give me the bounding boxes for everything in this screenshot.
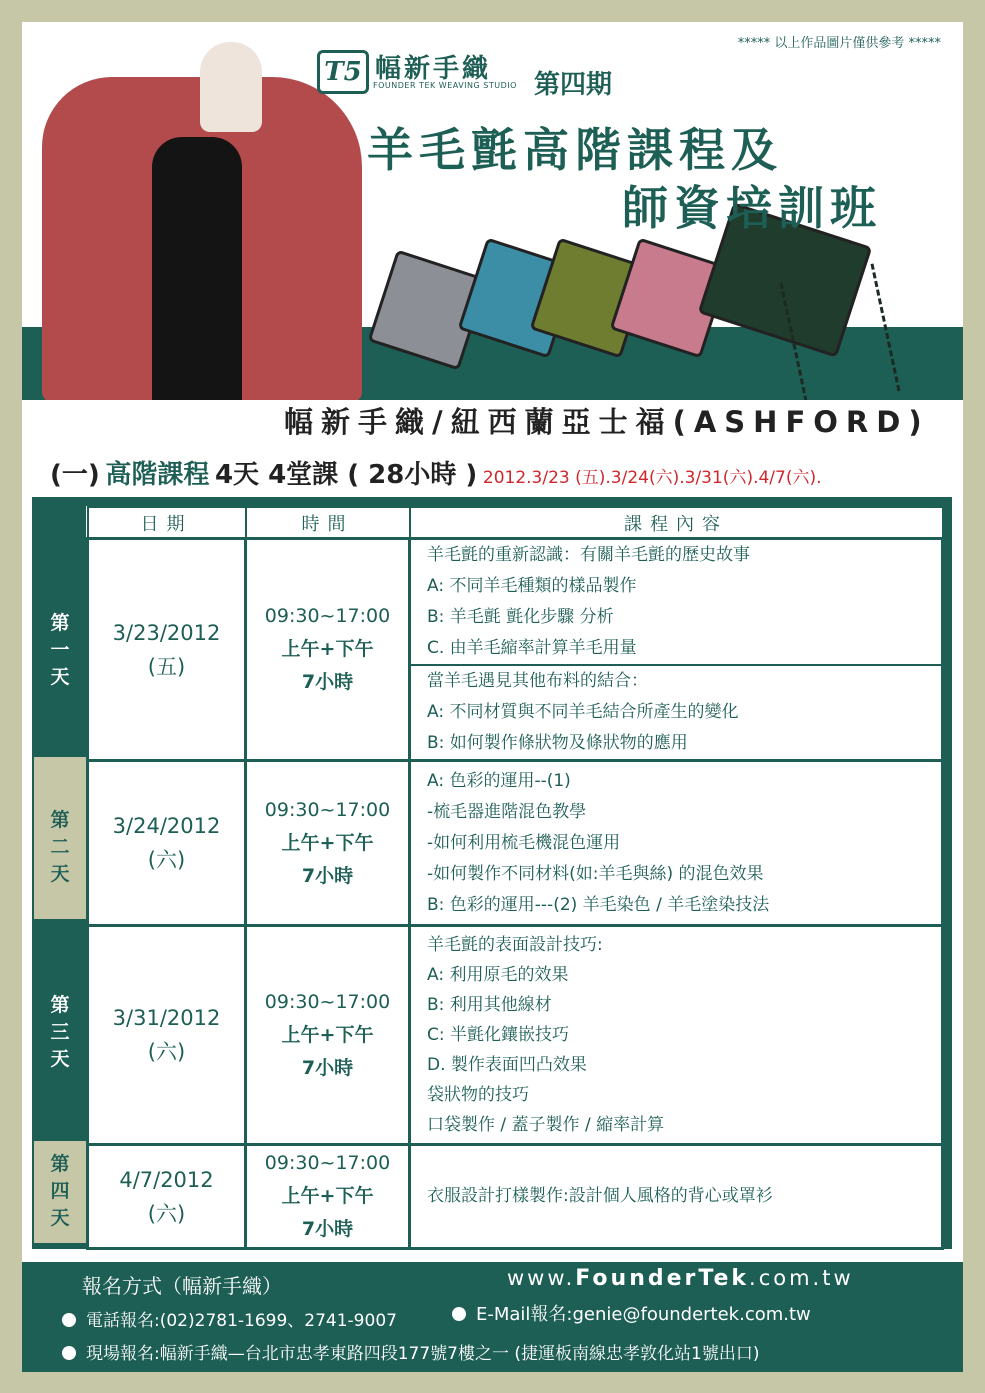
content-block: 羊毛氈的重新認識：有關羊毛氈的歷史故事 A: 不同羊毛種類的樣品製作 B: 羊毛氈 氈化步驟 分析 C. 由羊毛縮率計算羊毛用量 (427, 545, 750, 658)
time-cell: 09:30~17:00 上午+下午 7小時 (246, 539, 410, 761)
time-cell: 09:30~17:00 上午+下午 7小時 (246, 1145, 410, 1249)
page-title-line1: 羊毛氈高階課程及 (367, 123, 783, 177)
content-cell: A: 色彩的運用--(1) -梳毛器進階混色教學 -如何利用梳毛機混色運用 -如何製作不同材料(如:羊毛與絲) 的混色效果 B: 色彩的運用---(2) 羊毛染色 / 羊毛塗染技法 (410, 761, 943, 926)
studio-line: 幅新手織/紐西蘭亞士福(ASHFORD) (284, 405, 930, 439)
onsite-registration: 現場報名:幅新手織—台北市忠孝東路四段177號7樓之一 (捷運板南線忠孝敦化站1號出口) (62, 1339, 759, 1364)
logo-mark: T5 (317, 50, 369, 94)
table-row (88, 1145, 943, 1249)
table-row (88, 539, 943, 761)
table-header-row (88, 507, 943, 539)
registration-title: 報名方式（幅新手織） (82, 1274, 282, 1298)
content-cell: 衣服設計打樣製作:設計個人風格的背心或罩衫 (410, 1145, 943, 1249)
disclaimer: ***** 以上作品圖片僅供參考 ***** (737, 36, 941, 51)
course-index: (一) (50, 460, 100, 490)
table-row (88, 761, 943, 926)
content-cell: 羊毛氈的表面設計技巧: A: 利用原毛的效果 B: 利用其他線材 C: 半氈化鑲嵌技巧 D. 製作表面凹凸效果 袋狀物的技巧 口袋製作 / 蓋子製作 / 縮率計算 (410, 926, 943, 1145)
day-label-1: 第一天 (50, 612, 70, 688)
page-title-line2: 師資培訓班 (622, 181, 882, 235)
header-content: 課程內容 (410, 507, 943, 539)
day-label-3: 第三天 (50, 994, 70, 1070)
header-banner (22, 22, 963, 400)
date-cell: 3/31/2012 (六) (88, 926, 246, 1145)
day-label-2: 第二天 (34, 757, 86, 919)
schedule-table (86, 506, 944, 1250)
date-cell: 3/23/2012 (五) (88, 539, 246, 761)
course-meta: 4天 4堂課 ( 28小時 ) (214, 460, 478, 490)
studio-logo (317, 48, 517, 96)
course-heading (50, 454, 822, 491)
flyer-sheet (22, 22, 963, 1372)
time-cell: 09:30~17:00 上午+下午 7小時 (246, 926, 410, 1145)
content-block: 當羊毛遇見其他布料的結合： A: 不同材質與不同羊毛結合所產生的變化 B: 如何製作條狀物及條狀物的應用 (411, 664, 941, 759)
time-cell: 09:30~17:00 上午+下午 7小時 (246, 761, 410, 926)
table-row (88, 926, 943, 1145)
content-cell (410, 539, 943, 761)
bullet-icon (62, 1346, 76, 1360)
website-link[interactable]: www.FounderTek.com.tw (507, 1266, 854, 1291)
issue-number: 第四期 (534, 70, 613, 100)
email-registration[interactable]: E-Mail報名:genie@foundertek.com.tw (452, 1300, 811, 1326)
header-date: 日期 (88, 507, 246, 539)
registration-footer (22, 1262, 963, 1372)
phone-registration: 電話報名:(02)2781-1699、2741-9007 (62, 1306, 397, 1331)
course-name: 高階課程 (105, 460, 210, 490)
bullet-icon (62, 1313, 76, 1327)
header-time: 時間 (246, 507, 410, 539)
day-label-4: 第四天 (34, 1141, 86, 1243)
date-cell: 3/24/2012 (六) (88, 761, 246, 926)
logo-chinese: 幅新手織 (375, 54, 492, 84)
mannequin-neck (200, 42, 262, 132)
bullet-icon (452, 1307, 466, 1321)
logo-english: FOUNDER TEK WEAVING STUDIO (373, 81, 517, 90)
black-top-photo (152, 137, 242, 400)
date-cell: 4/7/2012 (六) (88, 1145, 246, 1249)
course-dates: 2012.3/23 (五).3/24(六).3/31(六).4/7(六). (482, 468, 822, 488)
